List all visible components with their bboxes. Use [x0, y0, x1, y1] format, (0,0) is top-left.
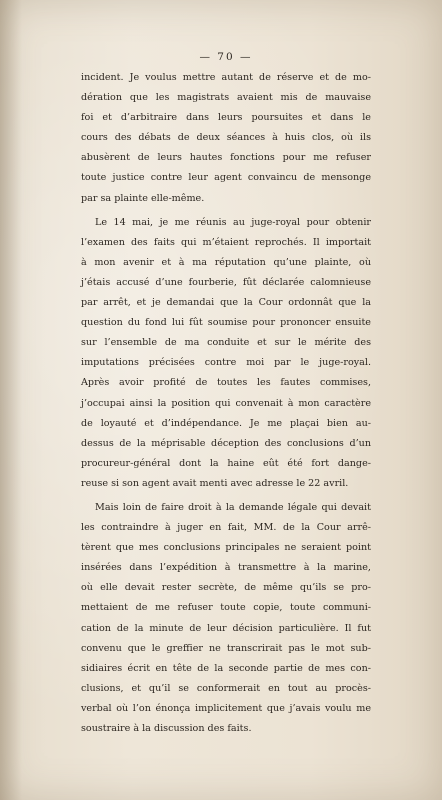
text-line: dessus de la méprisable déception des conclusions d’un — [81, 437, 371, 449]
text-line: tèrent que mes conclusions principales ne seraient point — [81, 542, 371, 554]
text-line: j’occupai ainsi la position qui convenait à mon caractère — [81, 397, 371, 409]
text-line: cours des débats de deux séances à huis clos, où ils — [81, 132, 371, 144]
text-line: clusions, et qu’il se conformerait en tout au procès- — [81, 682, 371, 694]
text-line: j’étais accusé d’une fourberie, fût déclarée calomnieuse — [81, 276, 371, 288]
text-line: mettaient de me refuser toute copie, toute communi- — [81, 602, 371, 614]
text-line: imputations précisées contre moi par le juge-royal. — [81, 357, 371, 369]
binding-shadow — [0, 0, 22, 800]
text-line: toute justice contre leur agent convaincu de mensonge — [81, 172, 371, 184]
text-line: question du fond lui fût soumise pour prononcer ensuite — [81, 317, 371, 329]
text-line: foi et d’arbitraire dans leurs poursuites et dans le — [81, 112, 371, 124]
text-line: verbal où l’on énonça implicitement que j’avais voulu me — [81, 702, 371, 714]
text-line: par arrêt, et je demandai que la Cour ordonnât que la — [81, 297, 371, 309]
paragraph — [81, 68, 371, 209]
text-line: reuse si son agent avait menti avec adresse le 22 avril. — [81, 477, 349, 489]
text-line: sur l’ensemble de ma conduite et sur le mérite des — [81, 337, 371, 349]
text-line: de loyauté et d’indépendance. Je me plaçai bien au- — [81, 417, 371, 429]
paragraph — [81, 498, 371, 739]
text-line: sidiaires écrit en tête de la seconde partie de mes con- — [81, 662, 371, 674]
text-line: soustraire à la discussion des faits. — [81, 723, 252, 734]
text-line: procureur-général dont la haine eût été fort dange- — [81, 457, 371, 469]
text-line: abusèrent de leurs hautes fonctions pour me refuser — [81, 152, 371, 164]
text-line: incident. Je voulus mettre autant de réserve et de mo- — [81, 72, 371, 83]
text-line: Mais loin de faire droit à la demande légale qui devait — [95, 501, 371, 513]
text-line: Le 14 mai, je me réunis au juge-royal pour obtenir — [95, 216, 371, 228]
text-line: où elle devait rester secrète, de même qu’ils se pro- — [81, 582, 371, 594]
text-line: insérées dans l’expédition à transmettre à la marine, — [81, 562, 371, 574]
page-number: — 70 — — [199, 51, 253, 63]
text-line: par sa plainte elle-même. — [81, 192, 205, 204]
text-line: les contraindre à juger en fait, MM. de la Cour arrê- — [81, 522, 371, 534]
text-block — [81, 46, 371, 739]
text-line: dération que les magistrats avaient mis de mauvaise — [81, 92, 371, 104]
paragraph — [81, 213, 371, 494]
text-line: cation de la minute de leur décision particulière. Il fut — [81, 622, 371, 634]
text-line: à mon avenir et à ma réputation qu’une plainte, où — [81, 256, 371, 268]
text-line: Après avoir profité de toutes les fautes commises, — [81, 377, 371, 389]
body-text — [81, 68, 371, 739]
text-line: l’examen des faits qui m’étaient reprochés. Il importait — [81, 236, 371, 248]
text-line: convenu que le greffier ne transcrirait pas le mot sub- — [81, 642, 371, 654]
